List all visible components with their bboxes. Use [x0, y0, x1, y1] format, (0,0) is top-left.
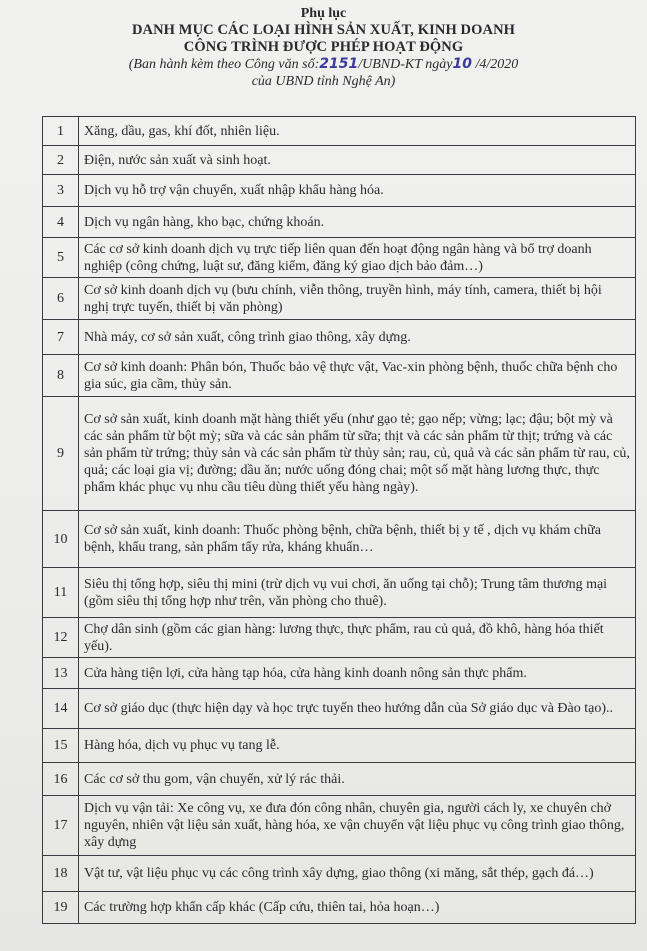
table-row: [43, 511, 636, 568]
appendix-label: Phụ lục: [300, 6, 347, 21]
row-number: 13: [43, 658, 79, 689]
row-description: Các cơ sở kinh doanh dịch vụ trực tiếp liên quan đến hoạt động ngân hàng và bổ trợ doanh nghiệp (công chứng, luật sư, đăng kiểm, đăng ký giao dịch bảo đảm…): [79, 238, 636, 278]
row-number: 14: [43, 689, 79, 729]
row-description: Cửa hàng tiện lợi, cửa hàng tạp hóa, cửa hàng kinh doanh nông sản thực phẩm.: [79, 658, 636, 689]
row-description: Nhà máy, cơ sở sản xuất, công trình giao thông, xây dựng.: [79, 320, 636, 355]
row-description: Dịch vụ ngân hàng, kho bạc, chứng khoán.: [79, 207, 636, 238]
table-row: [43, 146, 636, 175]
table-row: [43, 355, 636, 397]
row-number: 1: [43, 117, 79, 146]
issuance-mid: /UBND-KT ngày: [358, 57, 453, 72]
row-description: Xăng, dầu, gas, khí đốt, nhiên liệu.: [79, 117, 636, 146]
row-description: Dịch vụ vận tải: Xe công vụ, xe đưa đón công nhân, chuyên gia, người cách ly, xe chuyên chở nguyên, nhiên vật liệu sản xuất, hàng hóa, xe vận chuyển vật liệu phục vụ công trình giao thông, xây dựng: [79, 796, 636, 856]
table-row: [43, 796, 636, 856]
table-row: [43, 763, 636, 796]
row-description: Cơ sở sản xuất, kinh doanh: Thuốc phòng bệnh, chữa bệnh, thiết bị y tế , dịch vụ khám chữa bệnh, khẩu trang, sản phẩm tẩy rửa, kháng khuẩn…: [79, 511, 636, 568]
row-description: Cơ sở giáo dục (thực hiện dạy và học trực tuyến theo hướng dẫn của Sở giáo dục và Đào tạo)..: [79, 689, 636, 729]
row-number: 15: [43, 729, 79, 763]
row-number: 17: [43, 796, 79, 856]
table-row: [43, 117, 636, 146]
row-number: 2: [43, 146, 79, 175]
table-row: [43, 892, 636, 924]
row-description: Vật tư, vật liệu phục vụ các công trình xây dựng, giao thông (xi măng, sắt thép, gạch đá…): [79, 856, 636, 892]
row-description: Dịch vụ hỗ trợ vận chuyển, xuất nhập khẩu hàng hóa.: [79, 175, 636, 207]
row-description: Các trường hợp khẩn cấp khác (Cấp cứu, thiên tai, hỏa hoạn…): [79, 892, 636, 924]
row-number: 4: [43, 207, 79, 238]
row-number: 8: [43, 355, 79, 397]
row-number: 3: [43, 175, 79, 207]
table-row: [43, 618, 636, 658]
row-number: 10: [43, 511, 79, 568]
table-row: [43, 175, 636, 207]
table-row: [43, 729, 636, 763]
issuance-note-line-1: [0, 56, 647, 73]
issuance-prefix: (Ban hành kèm theo Công văn số:: [128, 57, 320, 72]
row-number: 18: [43, 856, 79, 892]
issuance-suffix: /4/2020: [471, 57, 519, 72]
table-row: [43, 238, 636, 278]
row-number: 12: [43, 618, 79, 658]
row-description: Chợ dân sinh (gồm các gian hàng: lương thực, thực phẩm, rau củ quả, đồ khô, hàng hóa thiết yếu).: [79, 618, 636, 658]
document-header: [0, 0, 647, 90]
row-description: Siêu thị tổng hợp, siêu thị mini (trừ dịch vụ vui chơi, ăn uống tại chỗ); Trung tâm thương mại (gồm siêu thị tổng hợp như trên, văn phòng cho thuê).: [79, 568, 636, 618]
row-number: 16: [43, 763, 79, 796]
table-row: [43, 320, 636, 355]
handwritten-doc-number: 2151: [319, 56, 359, 72]
row-description: Cơ sở sản xuất, kinh doanh mặt hàng thiết yếu (như gạo tẻ; gạo nếp; vừng; lạc; đậu; bột mỳ và các sản phẩm từ bột mỳ; sữa và các sản phẩm từ sữa; thịt và các sản phẩm từ thịt; trứng và các sản phẩm từ trứng; thủy sản và các sản phẩm từ thủy sản; rau, củ, quả và các sản phẩm từ rau, củ, quả; các loại gia vị; đường; dầu ăn; nước uống đóng chai; một số mặt hàng lương thực, thực phẩm khác phục vụ nhu cầu tiêu dùng thiết yếu hàng ngày).: [79, 397, 636, 511]
document-title-line-2: CÔNG TRÌNH ĐƯỢC PHÉP HOẠT ĐỘNG: [183, 39, 464, 55]
handwritten-day: 10: [452, 56, 472, 72]
row-number: 9: [43, 397, 79, 511]
business-type-table: [42, 116, 636, 924]
row-description: Hàng hóa, dịch vụ phục vụ tang lễ.: [79, 729, 636, 763]
table-row: [43, 568, 636, 618]
row-number: 19: [43, 892, 79, 924]
row-description: Cơ sở kinh doanh: Phân bón, Thuốc bảo vệ thực vật, Vac-xin phòng bệnh, thuốc chữa bệnh cho gia súc, gia cầm, thủy sản.: [79, 355, 636, 397]
table-row: [43, 856, 636, 892]
table-row: [43, 207, 636, 238]
row-description: Cơ sở kinh doanh dịch vụ (bưu chính, viễn thông, truyền hình, máy tính, camera, thiết bị hội nghị trực tuyến, thiết bị văn phòng): [79, 278, 636, 320]
table-row: [43, 397, 636, 511]
row-description: Các cơ sở thu gom, vận chuyển, xử lý rác thải.: [79, 763, 636, 796]
issuance-note-line-2: của UBND tỉnh Nghệ An): [251, 74, 396, 89]
row-number: 11: [43, 568, 79, 618]
table-row: [43, 689, 636, 729]
row-number: 6: [43, 278, 79, 320]
document-title-line-1: DANH MỤC CÁC LOẠI HÌNH SẢN XUẤT, KINH DOANH: [131, 22, 516, 38]
row-description: Điện, nước sản xuất và sinh hoạt.: [79, 146, 636, 175]
row-number: 7: [43, 320, 79, 355]
row-number: 5: [43, 238, 79, 278]
table-row: [43, 278, 636, 320]
table-row: [43, 658, 636, 689]
